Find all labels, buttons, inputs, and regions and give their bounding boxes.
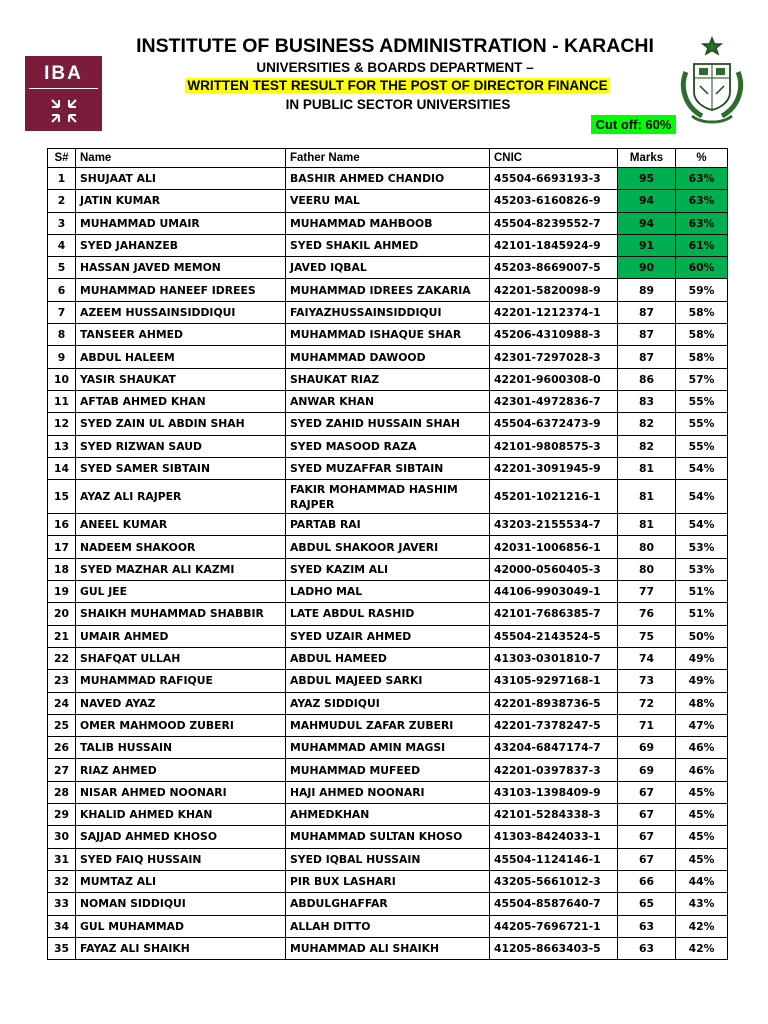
cell-father-name: SYED ZAHID HUSSAIN SHAH	[286, 413, 490, 435]
cell-father-name: ABDULGHAFFAR	[286, 893, 490, 915]
cell-marks: 82	[618, 435, 676, 457]
table-row	[48, 826, 728, 848]
cell-marks: 80	[618, 536, 676, 558]
cell-name: SYED FAIQ HUSSAIN	[76, 848, 286, 870]
cell-sno: 6	[48, 279, 76, 301]
cell-father-name: MAHMUDUL ZAFAR ZUBERI	[286, 714, 490, 736]
table-row	[48, 893, 728, 915]
cell-percent: 49%	[676, 647, 728, 669]
cell-cnic: 43204-6847174-7	[490, 737, 618, 759]
cell-percent: 45%	[676, 826, 728, 848]
cell-father-name: MUHAMMAD ALI SHAIKH	[286, 937, 490, 959]
cell-cnic: 41303-0301810-7	[490, 647, 618, 669]
cell-marks: 63	[618, 915, 676, 937]
cell-name: SAJJAD AHMED KHOSO	[76, 826, 286, 848]
cell-father-name: SYED UZAIR AHMED	[286, 625, 490, 647]
cell-sno: 16	[48, 514, 76, 536]
table-row	[48, 212, 728, 234]
cell-father-name: MUHAMMAD AMIN MAGSI	[286, 737, 490, 759]
cell-marks: 73	[618, 670, 676, 692]
cell-name: JATIN KUMAR	[76, 190, 286, 212]
cell-percent: 50%	[676, 625, 728, 647]
cell-name: AYAZ ALI RAJPER	[76, 480, 286, 514]
cell-father-name: MUHAMMAD ISHAQUE SHAR	[286, 324, 490, 346]
cell-cnic: 42201-8938736-5	[490, 692, 618, 714]
cell-name: HASSAN JAVED MEMON	[76, 257, 286, 279]
cell-marks: 86	[618, 368, 676, 390]
cell-sno: 7	[48, 301, 76, 323]
cell-sno: 18	[48, 558, 76, 580]
cell-name: SYED MAZHAR ALI KAZMI	[76, 558, 286, 580]
table-row	[48, 346, 728, 368]
cell-name: NADEEM SHAKOOR	[76, 536, 286, 558]
cell-name: GUL JEE	[76, 581, 286, 603]
cell-cnic: 45203-8669007-5	[490, 257, 618, 279]
cell-percent: 51%	[676, 581, 728, 603]
cell-percent: 51%	[676, 603, 728, 625]
cell-cnic: 42301-4972836-7	[490, 390, 618, 412]
cell-percent: 63%	[676, 168, 728, 190]
cell-father-name: SYED MASOOD RAZA	[286, 435, 490, 457]
header-marks: Marks	[618, 149, 676, 168]
cell-marks: 69	[618, 737, 676, 759]
cell-name: MUMTAZ ALI	[76, 870, 286, 892]
table-row	[48, 625, 728, 647]
cell-cnic: 42201-5820098-9	[490, 279, 618, 301]
cell-name: YASIR SHAUKAT	[76, 368, 286, 390]
cell-cnic: 42101-9808575-3	[490, 435, 618, 457]
table-row	[48, 581, 728, 603]
cell-sno: 22	[48, 647, 76, 669]
cell-father-name: AHMEDKHAN	[286, 804, 490, 826]
cell-marks: 75	[618, 625, 676, 647]
results-table	[47, 148, 728, 960]
cell-name: SYED RIZWAN SAUD	[76, 435, 286, 457]
cell-marks: 80	[618, 558, 676, 580]
cell-cnic: 42201-9600308-0	[490, 368, 618, 390]
cell-name: NAVED AYAZ	[76, 692, 286, 714]
header-name: Name	[76, 149, 286, 168]
cell-cnic: 42201-0397837-3	[490, 759, 618, 781]
cell-name: RIAZ AHMED	[76, 759, 286, 781]
table-row	[48, 937, 728, 959]
cell-name: MUHAMMAD HANEEF IDREES	[76, 279, 286, 301]
cell-percent: 42%	[676, 937, 728, 959]
table-row	[48, 480, 728, 514]
cell-sno: 8	[48, 324, 76, 346]
table-row	[48, 301, 728, 323]
cell-cnic: 42201-7378247-5	[490, 714, 618, 736]
cell-name: OMER MAHMOOD ZUBERI	[76, 714, 286, 736]
cell-name: TALIB HUSSAIN	[76, 737, 286, 759]
cell-sno: 29	[48, 804, 76, 826]
cell-name: NISAR AHMED NOONARI	[76, 781, 286, 803]
cell-marks: 89	[618, 279, 676, 301]
cell-father-name: PARTAB RAI	[286, 514, 490, 536]
cell-cnic: 45201-1021216-1	[490, 480, 618, 514]
header-sno: S#	[48, 149, 76, 168]
cell-sno: 15	[48, 480, 76, 514]
table-row	[48, 279, 728, 301]
cell-name: SYED ZAIN UL ABDIN SHAH	[76, 413, 286, 435]
cell-sno: 24	[48, 692, 76, 714]
cell-name: NOMAN SIDDIQUI	[76, 893, 286, 915]
table-row	[48, 759, 728, 781]
result-title-text: WRITTEN TEST RESULT FOR THE POST OF DIRECTOR FINANCE	[187, 78, 608, 93]
cell-father-name: AYAZ SIDDIQUI	[286, 692, 490, 714]
cell-percent: 57%	[676, 368, 728, 390]
cell-father-name: HAJI AHMED NOONARI	[286, 781, 490, 803]
cell-father-name: SYED IQBAL HUSSAIN	[286, 848, 490, 870]
cell-father-name: PIR BUX LASHARI	[286, 870, 490, 892]
cell-percent: 45%	[676, 804, 728, 826]
cell-father-name: FAKIR MOHAMMAD HASHIM RAJPER	[286, 480, 490, 514]
table-row	[48, 714, 728, 736]
cell-marks: 72	[618, 692, 676, 714]
cell-name: UMAIR AHMED	[76, 625, 286, 647]
cell-father-name: MUHAMMAD MAHBOOB	[286, 212, 490, 234]
cell-marks: 76	[618, 603, 676, 625]
cell-name: MUHAMMAD RAFIQUE	[76, 670, 286, 692]
cell-sno: 33	[48, 893, 76, 915]
cell-sno: 13	[48, 435, 76, 457]
results-body	[48, 168, 728, 960]
table-row	[48, 368, 728, 390]
cell-cnic: 45504-8587640-7	[490, 893, 618, 915]
cell-sno: 31	[48, 848, 76, 870]
cell-father-name: SYED MUZAFFAR SIBTAIN	[286, 457, 490, 479]
cell-sno: 17	[48, 536, 76, 558]
table-row	[48, 514, 728, 536]
cell-name: AFTAB AHMED KHAN	[76, 390, 286, 412]
table-row	[48, 536, 728, 558]
cell-percent: 61%	[676, 234, 728, 256]
cell-marks: 87	[618, 346, 676, 368]
cell-name: GUL MUHAMMAD	[76, 915, 286, 937]
table-row	[48, 190, 728, 212]
table-row	[48, 558, 728, 580]
cell-marks: 90	[618, 257, 676, 279]
cell-father-name: JAVED IQBAL	[286, 257, 490, 279]
table-row	[48, 324, 728, 346]
cell-percent: 54%	[676, 457, 728, 479]
cell-percent: 55%	[676, 413, 728, 435]
cell-percent: 63%	[676, 190, 728, 212]
cell-cnic: 42201-3091945-9	[490, 457, 618, 479]
iba-logo-text: IBA	[44, 63, 83, 84]
table-row	[48, 804, 728, 826]
cell-marks: 81	[618, 514, 676, 536]
cell-sno: 5	[48, 257, 76, 279]
cell-percent: 54%	[676, 514, 728, 536]
cell-sno: 27	[48, 759, 76, 781]
cell-marks: 82	[618, 413, 676, 435]
cell-marks: 67	[618, 804, 676, 826]
cell-sno: 9	[48, 346, 76, 368]
table-row	[48, 781, 728, 803]
cell-father-name: ABDUL HAMEED	[286, 647, 490, 669]
cell-sno: 11	[48, 390, 76, 412]
table-row	[48, 870, 728, 892]
table-row	[48, 257, 728, 279]
cell-percent: 45%	[676, 848, 728, 870]
cell-sno: 34	[48, 915, 76, 937]
cell-name: SYED JAHANZEB	[76, 234, 286, 256]
cell-percent: 63%	[676, 212, 728, 234]
cell-percent: 60%	[676, 257, 728, 279]
cell-marks: 87	[618, 324, 676, 346]
table-row	[48, 692, 728, 714]
cell-cnic: 45203-6160826-9	[490, 190, 618, 212]
cell-sno: 19	[48, 581, 76, 603]
cell-cnic: 42031-1006856-1	[490, 536, 618, 558]
cell-name: ANEEL KUMAR	[76, 514, 286, 536]
cell-cnic: 44106-9903049-1	[490, 581, 618, 603]
cell-cnic: 45206-4310988-3	[490, 324, 618, 346]
cell-sno: 32	[48, 870, 76, 892]
cell-percent: 47%	[676, 714, 728, 736]
cell-father-name: ABDUL MAJEED SARKI	[286, 670, 490, 692]
cell-sno: 12	[48, 413, 76, 435]
cell-name: MUHAMMAD UMAIR	[76, 212, 286, 234]
cell-father-name: BASHIR AHMED CHANDIO	[286, 168, 490, 190]
table-row	[48, 457, 728, 479]
cell-cnic: 42201-1212374-1	[490, 301, 618, 323]
cell-percent: 53%	[676, 536, 728, 558]
cutoff-badge: Cut off: 60%	[591, 115, 676, 134]
cell-cnic: 41303-8424033-1	[490, 826, 618, 848]
cell-percent: 55%	[676, 435, 728, 457]
cell-cnic: 45504-8239552-7	[490, 212, 618, 234]
cell-percent: 54%	[676, 480, 728, 514]
cell-marks: 94	[618, 190, 676, 212]
cell-sno: 30	[48, 826, 76, 848]
table-row	[48, 168, 728, 190]
cell-name: ABDUL HALEEM	[76, 346, 286, 368]
cell-cnic: 42000-0560405-3	[490, 558, 618, 580]
cell-name: SHAIKH MUHAMMAD SHABBIR	[76, 603, 286, 625]
table-row	[48, 647, 728, 669]
cell-percent: 53%	[676, 558, 728, 580]
table-row	[48, 848, 728, 870]
department-title: UNIVERSITIES & BOARDS DEPARTMENT –	[256, 60, 534, 75]
cell-sno: 28	[48, 781, 76, 803]
cell-sno: 20	[48, 603, 76, 625]
cell-father-name: LADHO MAL	[286, 581, 490, 603]
cell-father-name: MUHAMMAD DAWOOD	[286, 346, 490, 368]
cell-cnic: 42101-1845924-9	[490, 234, 618, 256]
cell-cnic: 44205-7696721-1	[490, 915, 618, 937]
header-father-name: Father Name	[286, 149, 490, 168]
cell-cnic: 45504-6372473-9	[490, 413, 618, 435]
table-row	[48, 435, 728, 457]
cell-marks: 65	[618, 893, 676, 915]
table-row	[48, 670, 728, 692]
table-row	[48, 413, 728, 435]
table-row	[48, 603, 728, 625]
cell-name: FAYAZ ALI SHAIKH	[76, 937, 286, 959]
cell-marks: 71	[618, 714, 676, 736]
cell-sno: 21	[48, 625, 76, 647]
header-percent: %	[676, 149, 728, 168]
table-row	[48, 390, 728, 412]
cell-cnic: 45504-6693193-3	[490, 168, 618, 190]
cell-sno: 4	[48, 234, 76, 256]
cell-cnic: 43205-5661012-3	[490, 870, 618, 892]
cell-percent: 44%	[676, 870, 728, 892]
cell-marks: 77	[618, 581, 676, 603]
table-header-row	[48, 149, 728, 168]
cell-name: SHUJAAT ALI	[76, 168, 286, 190]
cell-name: SHAFQAT ULLAH	[76, 647, 286, 669]
cell-father-name: VEERU MAL	[286, 190, 490, 212]
cell-father-name: LATE ABDUL RASHID	[286, 603, 490, 625]
cell-father-name: SHAUKAT RIAZ	[286, 368, 490, 390]
cell-marks: 81	[618, 480, 676, 514]
cell-name: AZEEM HUSSAINSIDDIQUI	[76, 301, 286, 323]
cell-sno: 3	[48, 212, 76, 234]
cell-cnic: 45504-2143524-5	[490, 625, 618, 647]
cell-father-name: ABDUL SHAKOOR JAVERI	[286, 536, 490, 558]
cell-father-name: SYED SHAKIL AHMED	[286, 234, 490, 256]
result-title	[172, 78, 623, 93]
cell-sno: 26	[48, 737, 76, 759]
institute-title: INSTITUTE OF BUSINESS ADMINISTRATION - KARACHI	[136, 35, 654, 57]
cell-marks: 87	[618, 301, 676, 323]
cell-marks: 94	[618, 212, 676, 234]
cell-father-name: FAIYAZHUSSAINSIDDIQUI	[286, 301, 490, 323]
cell-sno: 23	[48, 670, 76, 692]
cell-marks: 67	[618, 848, 676, 870]
cell-name: KHALID AHMED KHAN	[76, 804, 286, 826]
table-row	[48, 737, 728, 759]
cell-marks: 63	[618, 937, 676, 959]
cell-percent: 43%	[676, 893, 728, 915]
cell-father-name: SYED KAZIM ALI	[286, 558, 490, 580]
cell-marks: 67	[618, 781, 676, 803]
cell-percent: 45%	[676, 781, 728, 803]
cell-marks: 81	[618, 457, 676, 479]
cell-cnic: 41205-8663403-5	[490, 937, 618, 959]
cell-father-name: ANWAR KHAN	[286, 390, 490, 412]
cell-cnic: 43105-9297168-1	[490, 670, 618, 692]
cell-percent: 48%	[676, 692, 728, 714]
cell-cnic: 42101-7686385-7	[490, 603, 618, 625]
cell-marks: 66	[618, 870, 676, 892]
cell-marks: 95	[618, 168, 676, 190]
cell-cnic: 42101-5284338-3	[490, 804, 618, 826]
cell-father-name: ALLAH DITTO	[286, 915, 490, 937]
cell-sno: 1	[48, 168, 76, 190]
cell-sno: 10	[48, 368, 76, 390]
cell-sno: 25	[48, 714, 76, 736]
result-subtitle: IN PUBLIC SECTOR UNIVERSITIES	[285, 97, 511, 112]
cell-marks: 74	[618, 647, 676, 669]
cell-percent: 59%	[676, 279, 728, 301]
cell-cnic: 45504-1124146-1	[490, 848, 618, 870]
cell-percent: 49%	[676, 670, 728, 692]
cell-marks: 67	[618, 826, 676, 848]
cell-sno: 35	[48, 937, 76, 959]
cell-marks: 69	[618, 759, 676, 781]
cell-percent: 46%	[676, 759, 728, 781]
cell-percent: 58%	[676, 324, 728, 346]
cell-sno: 14	[48, 457, 76, 479]
cell-marks: 91	[618, 234, 676, 256]
cell-cnic: 43103-1398409-9	[490, 781, 618, 803]
cell-percent: 58%	[676, 346, 728, 368]
cell-percent: 55%	[676, 390, 728, 412]
cell-name: TANSEER AHMED	[76, 324, 286, 346]
cell-father-name: MUHAMMAD MUFEED	[286, 759, 490, 781]
iba-logo-divider	[29, 88, 98, 89]
table-row	[48, 234, 728, 256]
cell-father-name: MUHAMMAD IDREES ZAKARIA	[286, 279, 490, 301]
header-cnic: CNIC	[490, 149, 618, 168]
cell-percent: 42%	[676, 915, 728, 937]
cell-marks: 83	[618, 390, 676, 412]
cell-percent: 58%	[676, 301, 728, 323]
cell-cnic: 42301-7297028-3	[490, 346, 618, 368]
cell-cnic: 43203-2155534-7	[490, 514, 618, 536]
cell-percent: 46%	[676, 737, 728, 759]
cell-father-name: MUHAMMAD SULTAN KHOSO	[286, 826, 490, 848]
table-row	[48, 915, 728, 937]
cell-name: SYED SAMER SIBTAIN	[76, 457, 286, 479]
cell-sno: 2	[48, 190, 76, 212]
